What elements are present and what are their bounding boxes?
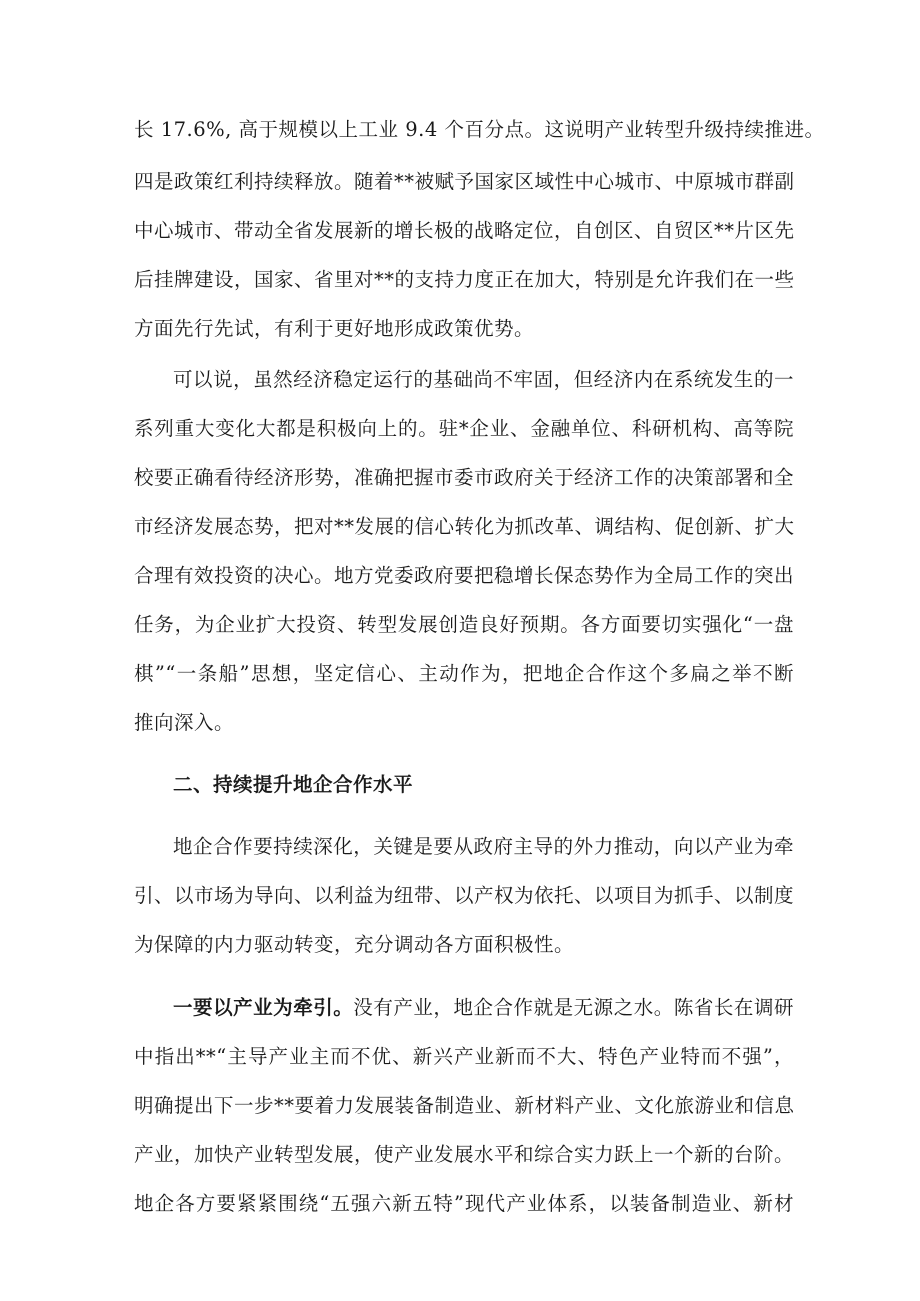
- paragraph-line: 为保障的内力驱动转变，充分调动各方面积极性。: [134, 933, 575, 956]
- paragraph-line: 四是政策红利持续释放。随着**被赋予国家区域性中心城市、中原城市群副: [134, 170, 795, 193]
- paragraph-line: 校要正确看待经济形势，准确把握市委市政府关于经济工作的决策部署和全: [134, 466, 795, 489]
- paragraph-line: 推向深入。: [134, 711, 235, 734]
- paragraph-line: 市经济发展态势，把对**发展的信心转化为抓改革、调结构、促创新、扩大: [134, 515, 795, 538]
- paragraph-line: 引、以市场为导向、以利益为纽带、以产权为依托、以项目为抓手、以制度: [134, 884, 795, 907]
- paragraph-line: 系列重大变化大都是积极向上的。驻*企业、金融单位、科研机构、高等院: [134, 417, 794, 440]
- paragraph-line: 地企合作要持续深化，关键是要从政府主导的外力推动，向以产业为牵: [173, 835, 794, 858]
- paragraph-line: 长 17.6%, 高于规模以上工业 9.4 个百分点。这说明产业转型升级持续推进。: [134, 118, 825, 141]
- paragraph-line: 方面先行先试，有利于更好地形成政策优势。: [134, 317, 535, 340]
- paragraph-line: 任务，为企业扩大投资、转型发展创造良好预期。各方面要切实强化“一盘: [134, 613, 794, 636]
- paragraph-line: 中心城市、带动全省发展新的增长极的战略定位，自创区、自贸区**片区先: [134, 219, 795, 242]
- paragraph-line: 棋”“一条船”思想，坚定信心、主动作为，把地企合作这个多扁之举不断: [134, 662, 794, 685]
- paragraph-line: 地企各方要紧紧围绕“五强六新五特”现代产业体系，以装备制造业、新材: [134, 1192, 794, 1215]
- bold-lead-phrase: 一要以产业为牵引。: [173, 996, 354, 1019]
- paragraph-line: 明确提出下一步**要着力发展装备制造业、新材料产业、文化旅游业和信息: [134, 1094, 795, 1117]
- paragraph-line-mixed: [173, 993, 794, 1023]
- line-remainder: 没有产业，地企合作就是无源之水。陈省长在调研: [353, 996, 794, 1019]
- paragraph-line: 产业，加快产业转型发展，使产业发展水平和综合实力跃上一个新的台阶。: [134, 1143, 795, 1166]
- paragraph-line: 合理有效投资的决心。地方党委政府要把稳增长保态势作为全局工作的突出: [134, 564, 795, 587]
- section-heading: 二、持续提升地企合作水平: [173, 773, 414, 796]
- paragraph-line: 可以说，虽然经济稳定运行的基础尚不牢固，但经济内在系统发生的一: [173, 368, 794, 391]
- paragraph-line: 中指出**“主导产业主而不优、新兴产业新而不大、特色产业特而不强”，: [134, 1045, 794, 1068]
- paragraph-line: 后挂牌建设，国家、省里对**的支持力度正在加大，特别是允许我们在一些: [134, 268, 795, 291]
